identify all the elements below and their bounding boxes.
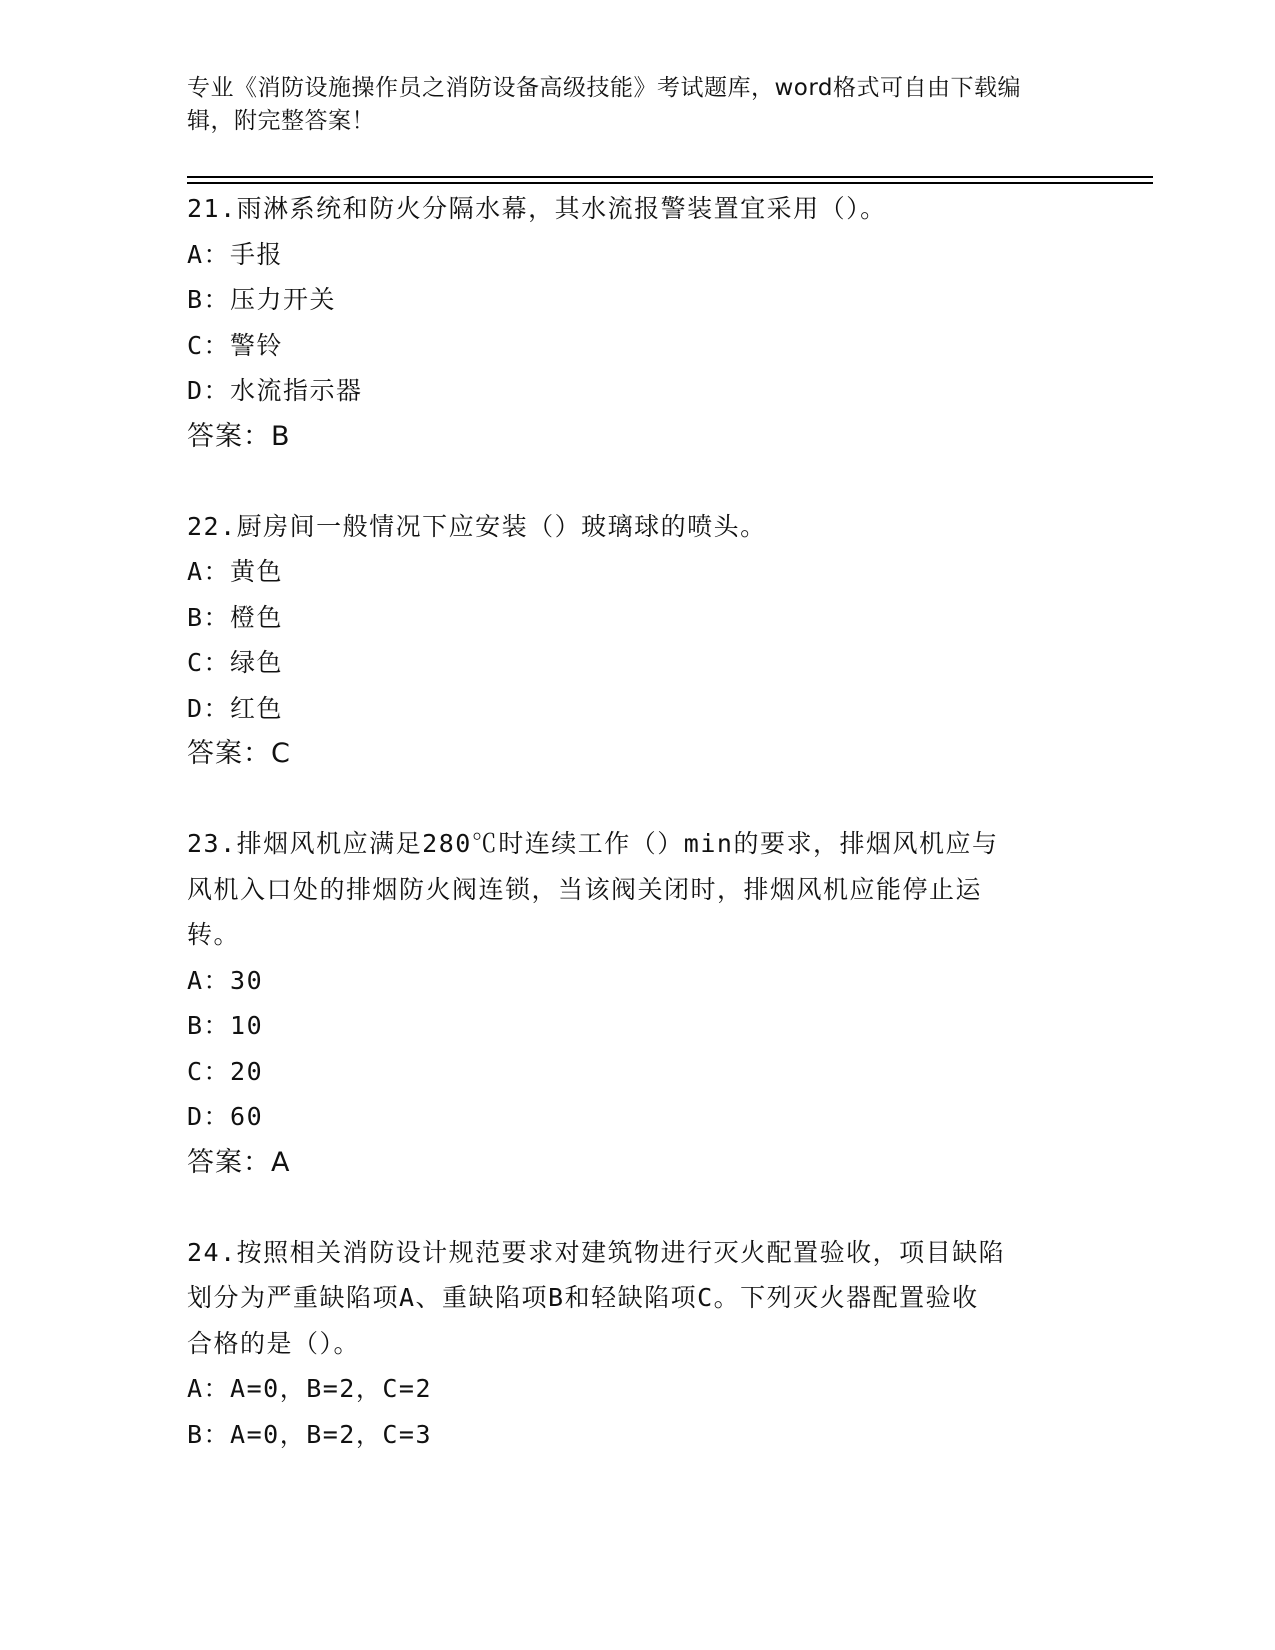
question-text-line-1: 23.排烟风机应满足280℃时连续工作（）min的要求，排烟风机应与 [187, 829, 999, 858]
answer-line: 答案：C [187, 738, 291, 769]
question-text: 21.雨淋系统和防火分隔水幕，其水流报警装置宜采用（）。 [187, 194, 887, 223]
question-text-line-2: 划分为严重缺陷项A、重缺陷项B和轻缺陷项C。下列灭火器配置验收 [187, 1283, 979, 1312]
question-text: 22.厨房间一般情况下应安装（）玻璃球的喷头。 [187, 511, 767, 541]
header-line-2: 辑，附完整答案！ [187, 108, 375, 134]
option-d: D：水流指示器 [187, 376, 363, 405]
option-d: D：60 [187, 1102, 264, 1131]
option-a: A：手报 [187, 239, 284, 269]
option-b: B：压力开关 [187, 285, 337, 314]
question-text-line-1: 24.按照相关消防设计规范要求对建筑物进行灭火配置验收，项目缺陷 [187, 1237, 1006, 1267]
question-24 [187, 1230, 1087, 1458]
question-text-line-2: 风机入口处的排烟防火阀连锁，当该阀关闭时，排烟风机应能停止运 [187, 874, 983, 904]
question-text-line-3: 合格的是（）。 [187, 1328, 361, 1358]
option-b: B：10 [187, 1011, 264, 1040]
option-b: B：A=0，B=2，C=3 [187, 1419, 433, 1449]
option-a: A：黄色 [187, 557, 284, 586]
option-c: C：绿色 [187, 648, 284, 677]
header-divider-top [187, 176, 1153, 178]
question-21 [187, 186, 1087, 460]
option-a: A：A=0，B=2，C=2 [187, 1374, 433, 1403]
document-header [187, 72, 1067, 138]
answer-line: 答案：B [187, 420, 291, 452]
option-b: B：橙色 [187, 602, 284, 632]
answer-line: 答案：A [187, 1146, 291, 1178]
option-a: A：30 [187, 965, 264, 995]
question-23 [187, 821, 1087, 1186]
option-d: D：红色 [187, 693, 284, 723]
option-c: C：20 [187, 1056, 264, 1086]
question-22 [187, 504, 1087, 778]
header-divider-bottom [187, 182, 1153, 184]
question-text-line-3: 转。 [187, 920, 241, 949]
question-list [187, 186, 1087, 1501]
header-line-1: 专业《消防设施操作员之消防设备高级技能》考试题库，word格式可自由下载编 [187, 75, 1022, 101]
option-c: C：警铃 [187, 330, 284, 360]
